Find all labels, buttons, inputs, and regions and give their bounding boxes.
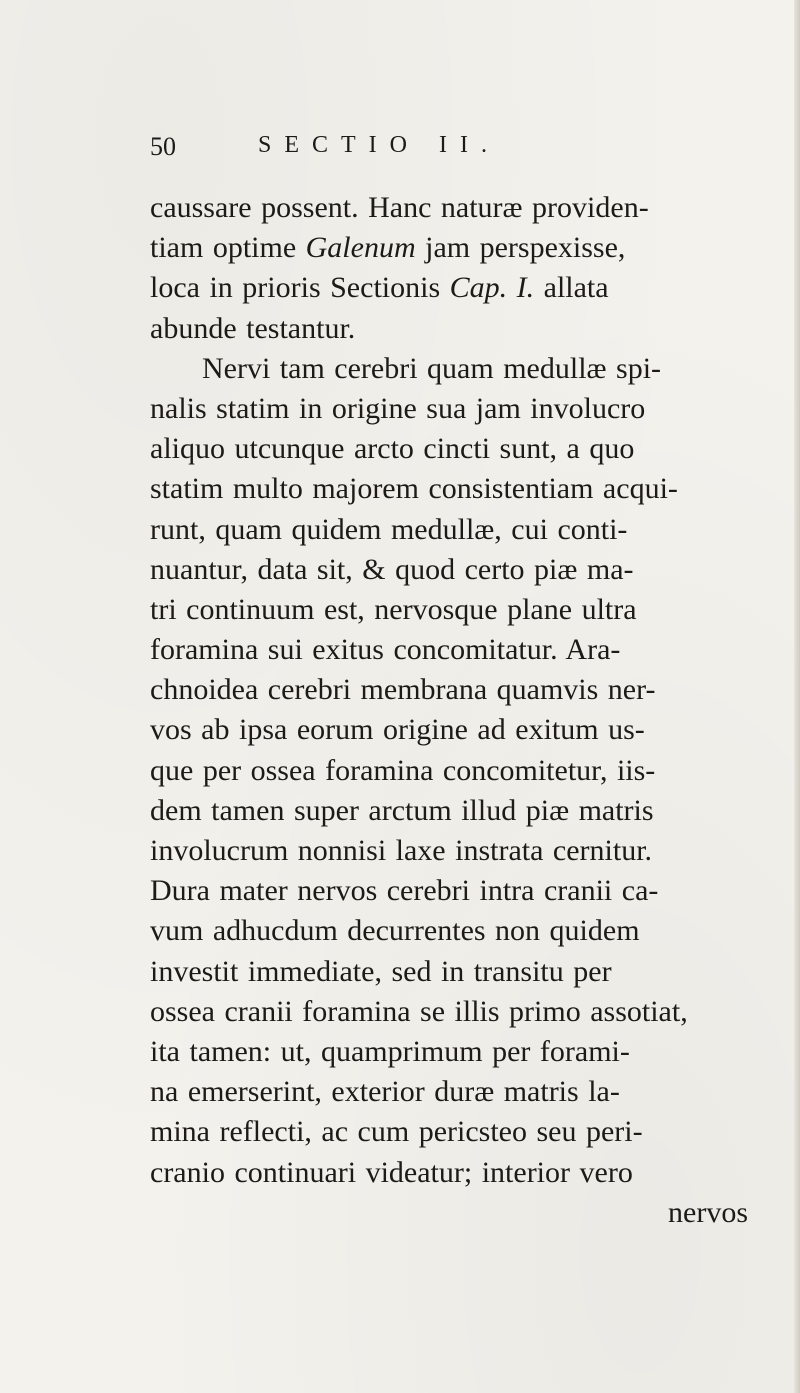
text-line: [150, 188, 770, 228]
text-run: jam perspexisse,: [415, 231, 626, 265]
text-run: involucrum nonnisi laxe instrata cernitur.: [150, 834, 653, 867]
text-line: [150, 1153, 770, 1193]
text-run: vos ab ipsa eorum origine ad exitum us-: [150, 713, 645, 747]
text-run: runt, quam quidem medullæ, cui conti-: [150, 512, 628, 546]
italic-text-run: Galenum: [305, 231, 416, 265]
text-run: chnoidea cerebri membrana quamvis ner-: [150, 673, 656, 707]
text-run: dem tamen super arctum illud piæ matris: [150, 793, 654, 827]
page-edge: [794, 0, 800, 1393]
text-line: [150, 228, 770, 268]
text-line: [150, 510, 770, 550]
text-line: [150, 630, 770, 670]
text-line: [150, 1032, 770, 1072]
text-run: statim multo majorem consistentiam acqui-: [150, 472, 678, 506]
text-line: [150, 389, 770, 429]
text-line: [150, 911, 770, 951]
text-line: [150, 469, 770, 509]
text-line: [150, 1072, 770, 1112]
text-line: [150, 670, 770, 710]
text-line: [150, 710, 770, 750]
text-run: investit immediate, sed in transitu per: [150, 954, 612, 988]
text-run: allata: [534, 271, 609, 305]
text-run: foramina sui exitus concomitatur. Ara-: [150, 633, 621, 667]
text-line: [150, 590, 770, 630]
text-line: [150, 309, 770, 349]
text-run: nalis statim in origine sua jam involucro: [150, 391, 646, 425]
text-run: aliquo utcunque arcto cincti sunt, a quo: [150, 432, 635, 466]
text-run: caussare possent. Hanc naturæ providen-: [150, 191, 649, 224]
text-run: nuantur, data sit, & quod certo piæ ma-: [150, 552, 634, 586]
text-line: [150, 992, 770, 1032]
text-line: [150, 1112, 770, 1152]
text-run: Dura mater nervos cerebri intra cranii ca-: [150, 874, 659, 908]
text-line: [150, 268, 770, 308]
text-run: na emerserint, exterior duræ matris la-: [150, 1075, 620, 1109]
italic-text-run: Cap. I.: [449, 271, 535, 305]
text-line: [150, 550, 770, 590]
body-text: [150, 188, 770, 1233]
text-line: [150, 751, 770, 791]
text-run: Nervi tam cerebri quam medullæ spi-: [202, 351, 662, 385]
text-line: [150, 791, 770, 831]
running-head: [150, 132, 710, 172]
text-run: ita tamen: ut, quamprimum per forami-: [150, 1034, 630, 1068]
text-line: [150, 871, 770, 911]
text-line: [150, 349, 770, 389]
text-run: que per ossea foramina concomitetur, iis-: [150, 753, 656, 787]
text-run: vum adhucdum decurrentes non quidem: [150, 914, 640, 948]
text-run: tri continuum est, nervosque plane ultra: [150, 592, 637, 626]
text-run: abunde testantur.: [150, 311, 356, 345]
text-line: [150, 429, 770, 469]
text-run: cranio continuari videatur; interior vero: [150, 1155, 633, 1189]
text-line: [150, 952, 770, 992]
text-run: ossea cranii foramina se illis primo assotiat,: [150, 994, 688, 1028]
text-line: [150, 831, 770, 871]
text-run: loca in prioris Sectionis: [150, 271, 450, 305]
text-run: mina reflecti, ac cum pericsteo seu peri-: [150, 1115, 643, 1149]
catchword: nervos: [668, 1195, 748, 1229]
text-run: tiam optime: [150, 231, 306, 265]
section-title: SECTIO II.: [258, 132, 500, 158]
page-number: 50: [150, 132, 176, 161]
